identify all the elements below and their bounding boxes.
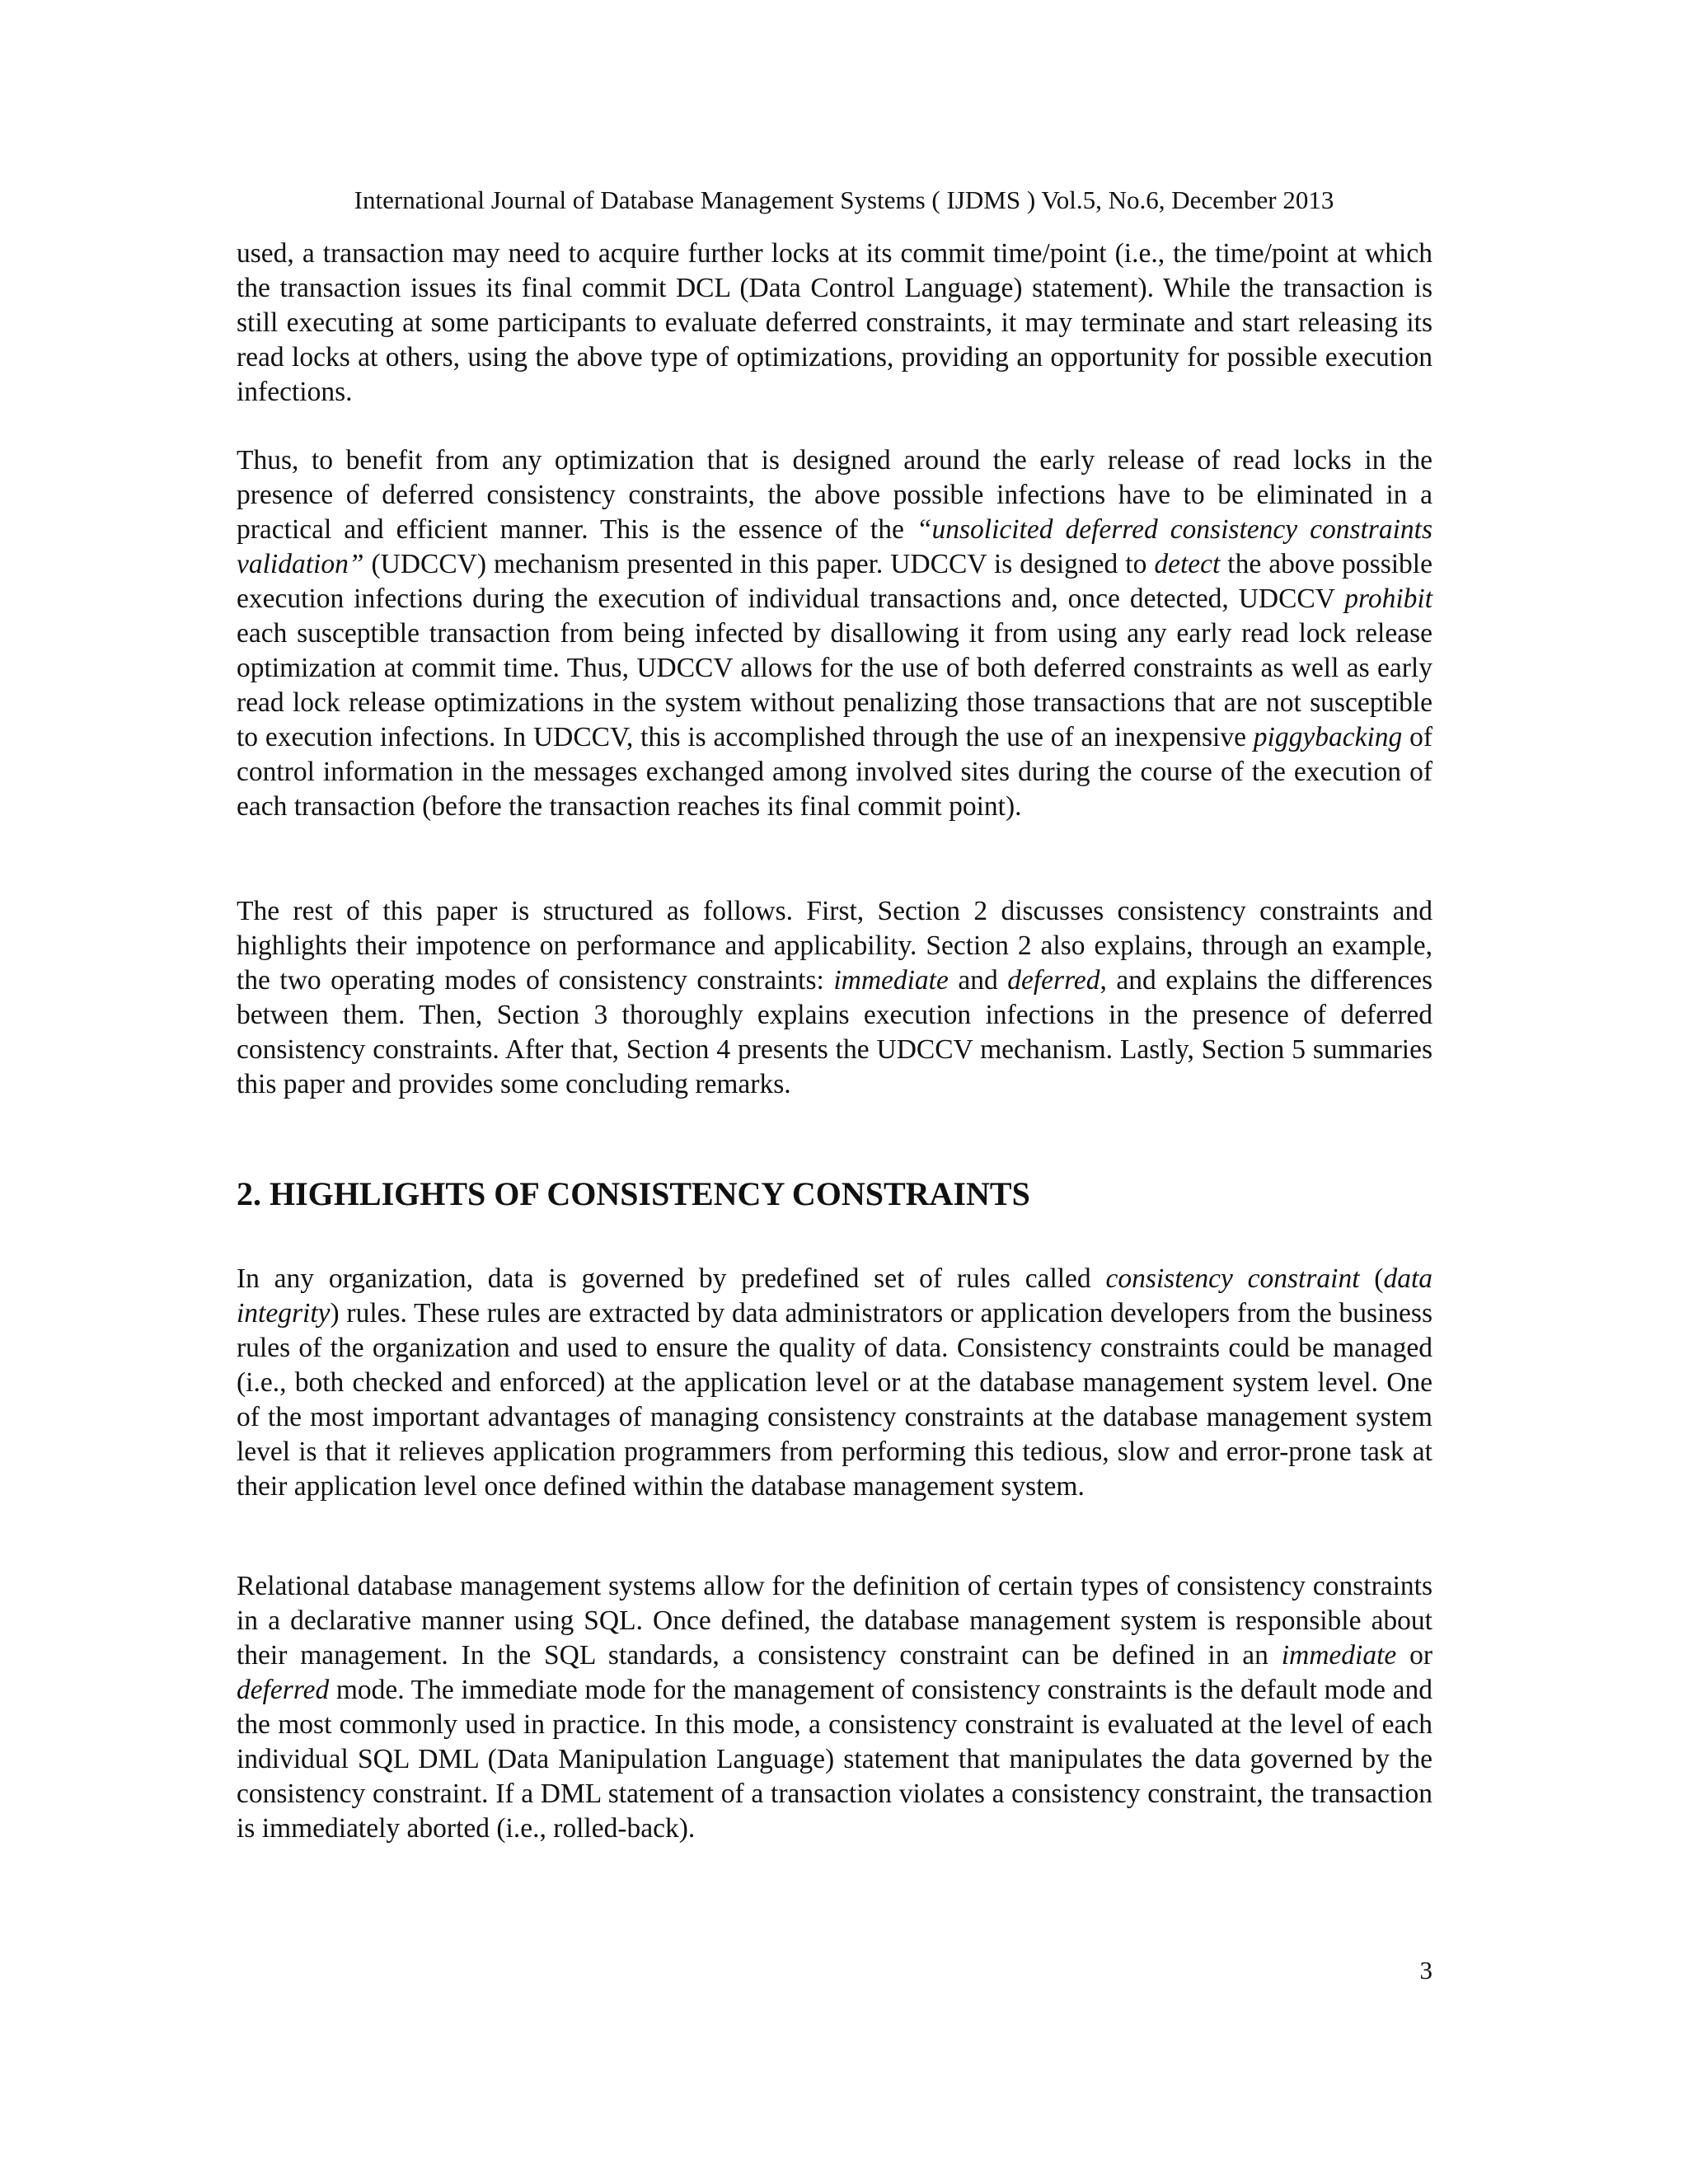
text-run: , and explains the differences between them. Then, Section 3 thoroughly explains execution infections in the presence of deferred consistency constraints. After that, Section 4 presents the UDCCV mechanism. Lastly, Section 5 summaries this paper and provides some concluding remarks. — [237, 965, 1432, 1099]
italic-term: deferred — [1007, 965, 1100, 996]
text-run: or — [1396, 1640, 1432, 1671]
paragraph-text — [237, 1262, 1432, 1504]
text-run: (UDCCV) mechanism presented in this paper. UDCCV is designed to — [363, 549, 1155, 579]
italic-term: immediate — [1281, 1640, 1397, 1671]
paragraph-text — [237, 443, 1432, 824]
text-run: The rest of this paper is structured as follows. First, Section 2 discusses consistency constraints and highlights their impotence on performance and applicability. Section 2 also explains, through an example, the two operating modes of consistency constraints: — [237, 896, 1432, 996]
paragraph-text — [237, 894, 1432, 1102]
text-run: the above possible execution infections during the execution of individual transactions and, once detected, UDCCV — [237, 549, 1432, 614]
italic-term: deferred — [237, 1675, 330, 1705]
section-heading: 2. HIGHLIGHTS OF CONSISTENCY CONSTRAINTS — [237, 1175, 1030, 1212]
paragraph-consistency-rules — [237, 1262, 1432, 1504]
text-run: and — [948, 965, 1008, 996]
paragraph-udccv-intro — [237, 443, 1432, 824]
italic-term: data integrity — [237, 1263, 1433, 1329]
text-run: each susceptible transaction from being infected by disallowing it from using any early read lock release optimization at commit time. Thus, UDCCV allows for the use of both deferred constraints as well as early read lock release optimizations in the system without penalizing those transactions that are not susceptible to execution infections. In UDCCV, this is accomplished through the use of an inexpensive — [237, 618, 1432, 752]
page-number: 3 — [1419, 1956, 1432, 1985]
paragraph-paper-structure — [237, 894, 1432, 1102]
text-run: ) rules. These rules are extracted by data administrators or application developers from the business rules of the organization and used to ensure the quality of data. Consistency constraints could be managed (i.e., both checked and enforced) at the application level or at the database management system level. One of the most important advantages of managing consistency constraints at the database management system level is that it relieves application programmers from performing this tedious, slow and error-prone task at their application level once defined within the database management system. — [237, 1298, 1432, 1502]
text-run: In any organization, data is governed by predefined set of rules called — [237, 1263, 1106, 1294]
text-run: mode. The immediate mode for the management of consistency constraints is the default mode and the most commonly used in practice. In this mode, a consistency constraint is evaluated at the level of each individual SQL DML (Data Manipulation Language) statement that manipulates the data governed by the consistency constraint. If a DML statement of a transaction violates a consistency constraint, the transaction is immediately aborted (i.e., rolled-back). — [237, 1675, 1432, 1844]
paragraph-sql-modes — [237, 1569, 1432, 1846]
italic-term: piggybacking — [1253, 722, 1403, 752]
italic-term: consistency constraint — [1105, 1263, 1360, 1294]
paragraph-text: used, a transaction may need to acquire further locks at its commit time/point (i.e., the time/point at which the transaction issues its final commit DCL (Data Control Language) statement). While the transaction is still executing at some participants to evaluate deferred constraints, it may terminate and start releasing its read locks at others, using the above type of optimizations, providing an opportunity for possible execution infections. — [237, 238, 1432, 407]
running-header: International Journal of Database Management Systems ( IJDMS ) Vol.5, No.6, December 2013 — [354, 185, 1334, 214]
paragraph-continuation — [237, 237, 1432, 410]
text-run: of control information in the messages exchanged among involved sites during the course of the execution of each transaction (before the transaction reaches its final commit point). — [237, 722, 1432, 822]
text-run: Thus, to benefit from any optimization that is designed around the early release of read locks in the presence of deferred consistency constraints, the above possible infections have to be eliminated in a practical and efficient manner. This is the essence of the — [237, 445, 1432, 545]
italic-term: “unsolicited deferred consistency constraints validation” — [237, 514, 1432, 579]
paragraph-text — [237, 1569, 1432, 1846]
italic-term: prohibit — [1344, 583, 1432, 614]
text-run: ( — [1359, 1263, 1384, 1294]
italic-term: detect — [1154, 549, 1221, 579]
text-run: Relational database management systems allow for the definition of certain types of consistency constraints in a declarative manner using SQL. Once defined, the database management system is responsible about their management. In the SQL standards, a consistency constraint can be defined in an — [237, 1571, 1432, 1671]
italic-term: immediate — [833, 965, 949, 996]
